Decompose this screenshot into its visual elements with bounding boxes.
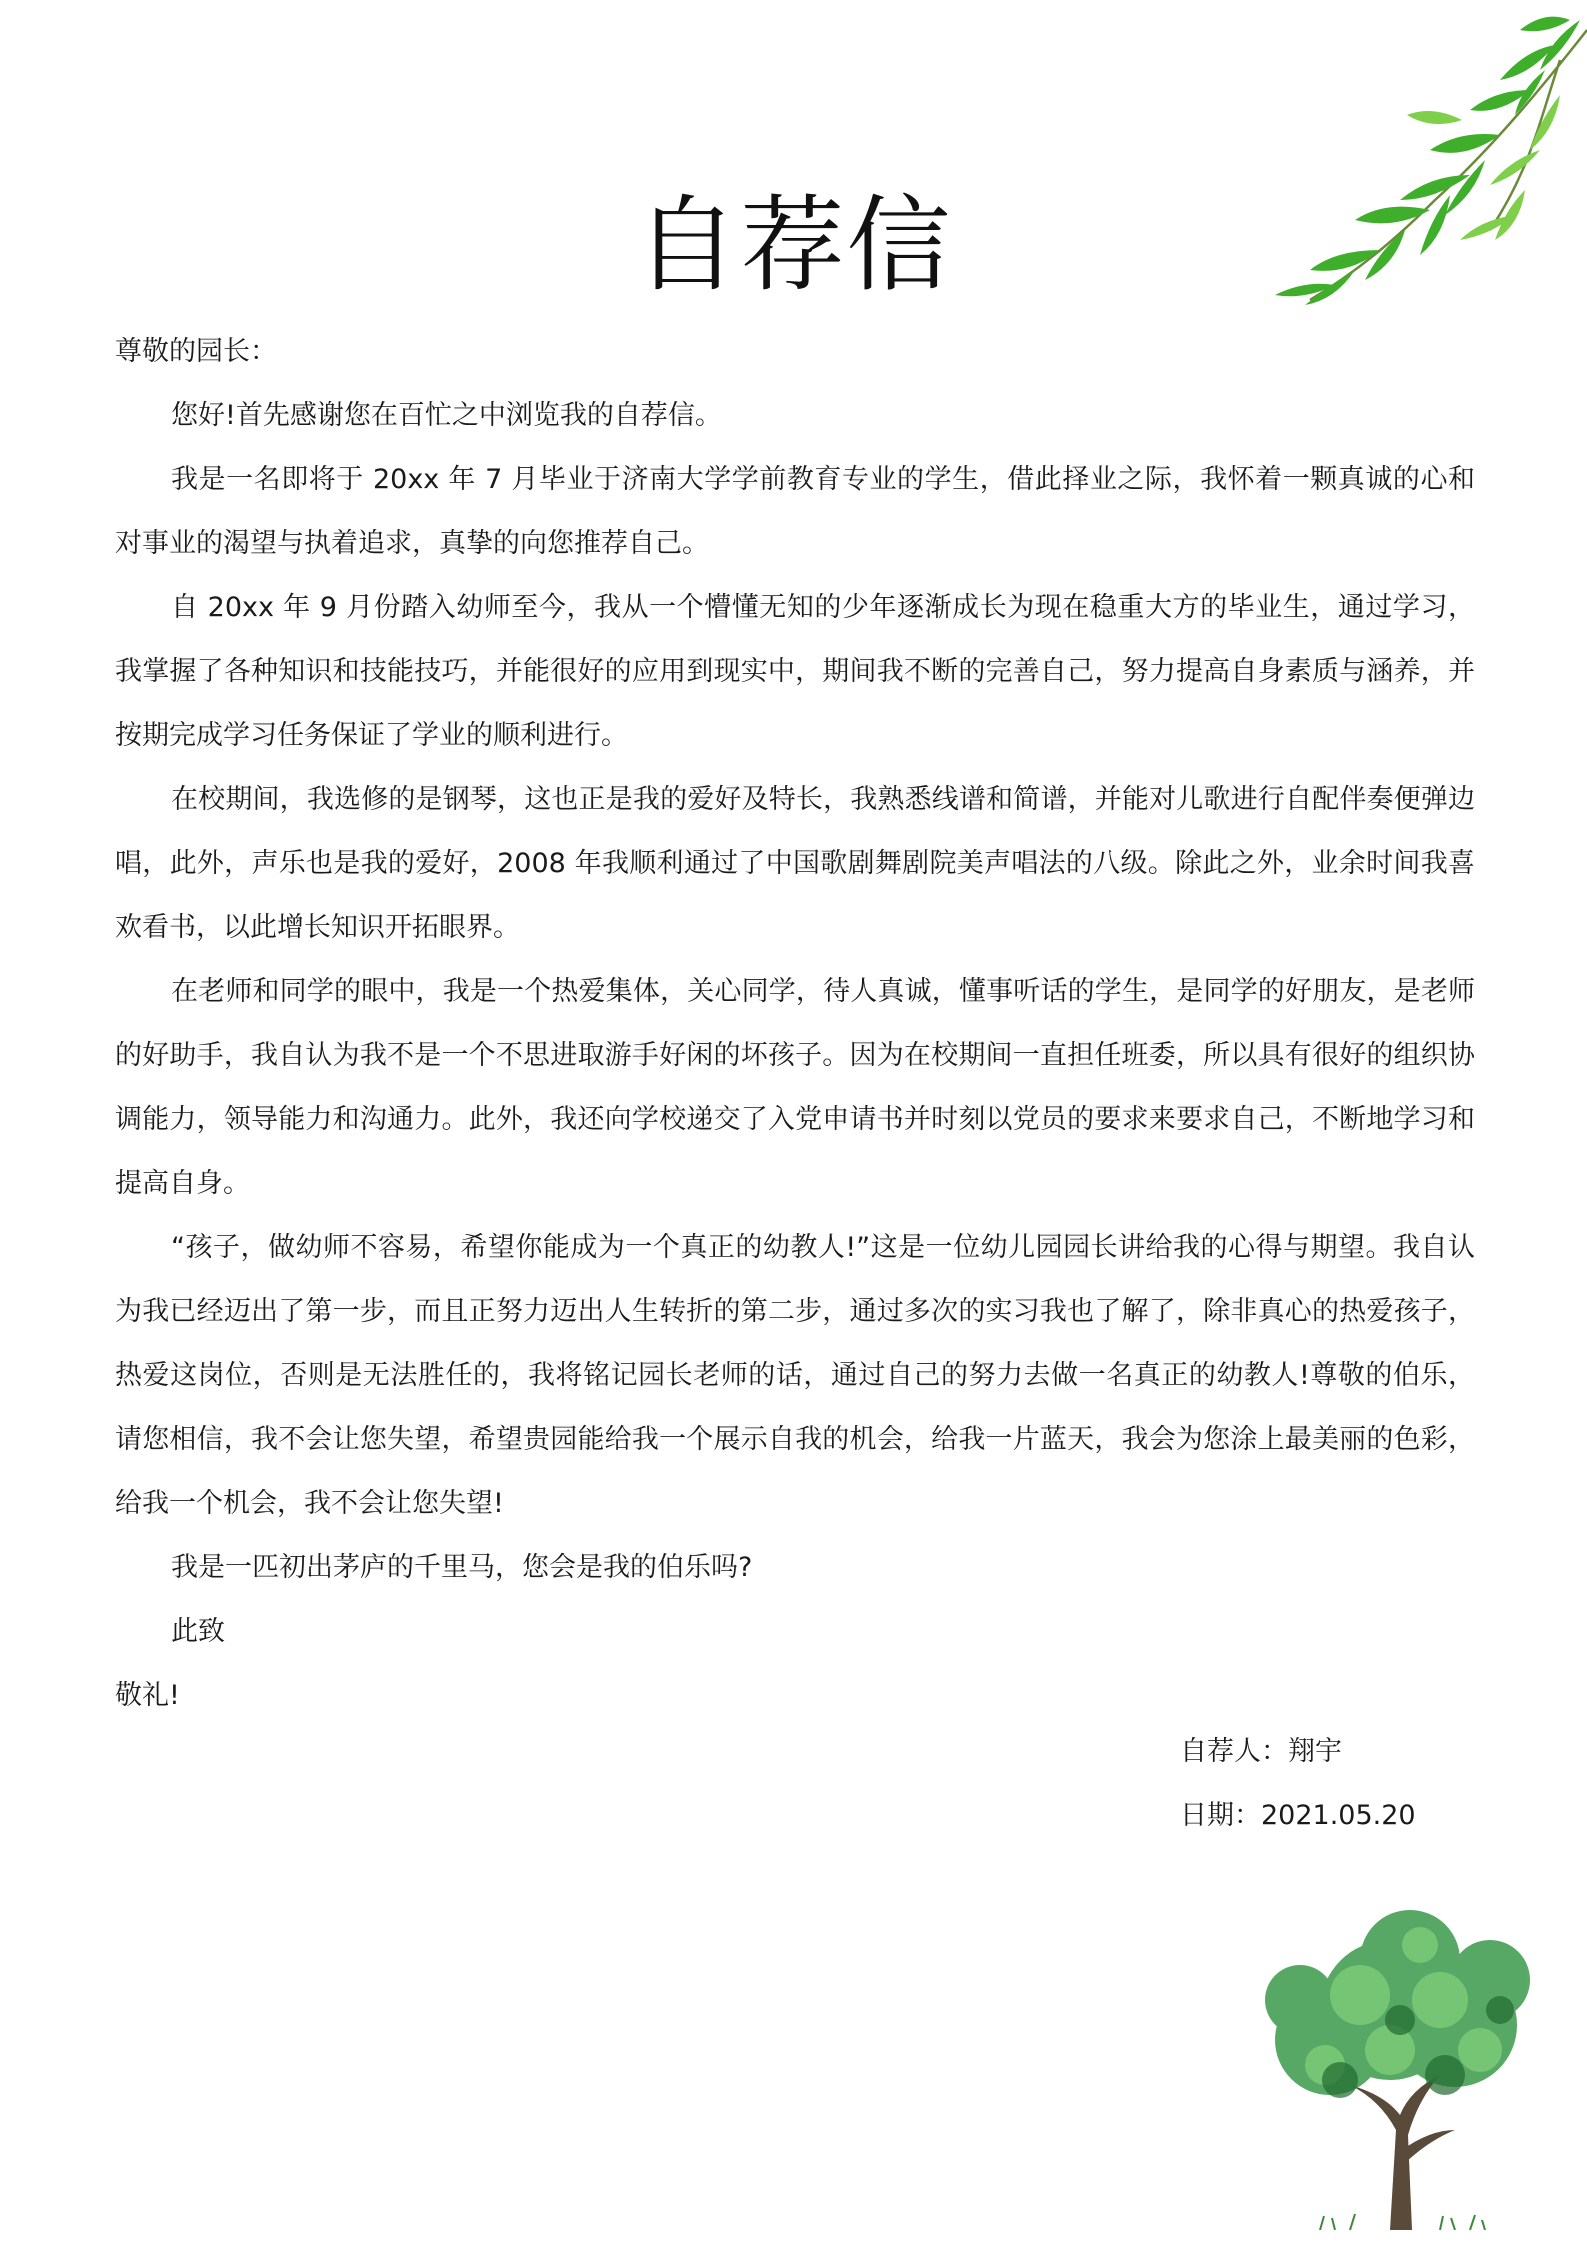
paragraph-closing-lead: 此致	[171, 1616, 225, 1647]
signature-block	[1180, 1720, 1416, 1848]
closing: 敬礼!	[115, 1680, 180, 1711]
paragraph-question: 我是一匹初出茅庐的千里马，您会是我的伯乐吗?	[171, 1552, 753, 1583]
paragraph-study: 自 20xx 年 9 月份踏入幼师至今，我从一个懵懂无知的少年逐渐成长为现在稳重大方的毕业生，通过学习，我掌握了各种知识和技能技巧，并能很好的应用到现实中，期间我不断的完善自己，努力提高自身素质与涵养，并按期完成学习任务保证了学业的顺利进行。	[115, 592, 1475, 751]
tree-trunk	[1350, 2075, 1455, 2230]
paragraph-character: 在老师和同学的眼中，我是一个热爱集体，关心同学，待人真诚，懂事听话的学生，是同学的好朋友，是老师的好助手，我自认为我不是一个不思进取游手好闲的坏孩子。因为在校期间一直担任班委，所以具有很好的组织协调能力，领导能力和沟通力。此外，我还向学校递交了入党申请书并时刻以党员的要求来要求自己，不断地学习和提高自身。	[115, 976, 1475, 1199]
paragraph-intro: 我是一名即将于 20xx 年 7 月毕业于济南大学学前教育专业的学生，借此择业之际，我怀着一颗真诚的心和对事业的渴望与执着追求，真挚的向您推荐自己。	[115, 464, 1475, 559]
date: 日期：2021.05.20	[1180, 1800, 1416, 1831]
page-title: 自荐信	[634, 183, 953, 306]
signature: 自荐人：翔宇	[1180, 1736, 1342, 1767]
tree-icon	[1240, 1900, 1560, 2230]
paragraph-skills: 在校期间，我选修的是钢琴，这也正是我的爱好及特长，我熟悉线谱和简谱，并能对儿歌进行自配伴奏便弹边唱，此外，声乐也是我的爱好，2008 年我顺利通过了中国歌剧舞剧院美声唱法的八级。除此之外，业余时间我喜欢看书，以此增长知识开拓眼界。	[115, 784, 1475, 943]
letter-body	[115, 320, 1475, 1728]
paragraph-aspiration: “孩子，做幼师不容易，希望你能成为一个真正的幼教人!”这是一位幼儿园园长讲给我的心得与期望。我自认为我已经迈出了第一步，而且正努力迈出人生转折的第二步，通过多次的实习我也了解了，除非真心的热爱孩子，热爱这岗位，否则是无法胜任的，我将铭记园长老师的话，通过自己的努力去做一名真正的幼教人!尊敬的伯乐，请您相信，我不会让您失望，希望贵园能给我一个展示自我的机会，给我一片蓝天，我会为您涂上最美丽的色彩，给我一个机会，我不会让您失望!	[115, 1232, 1475, 1519]
paragraph-greeting: 您好!首先感谢您在百忙之中浏览我的自荐信。	[171, 400, 722, 431]
salutation: 尊敬的园长：	[115, 336, 277, 367]
